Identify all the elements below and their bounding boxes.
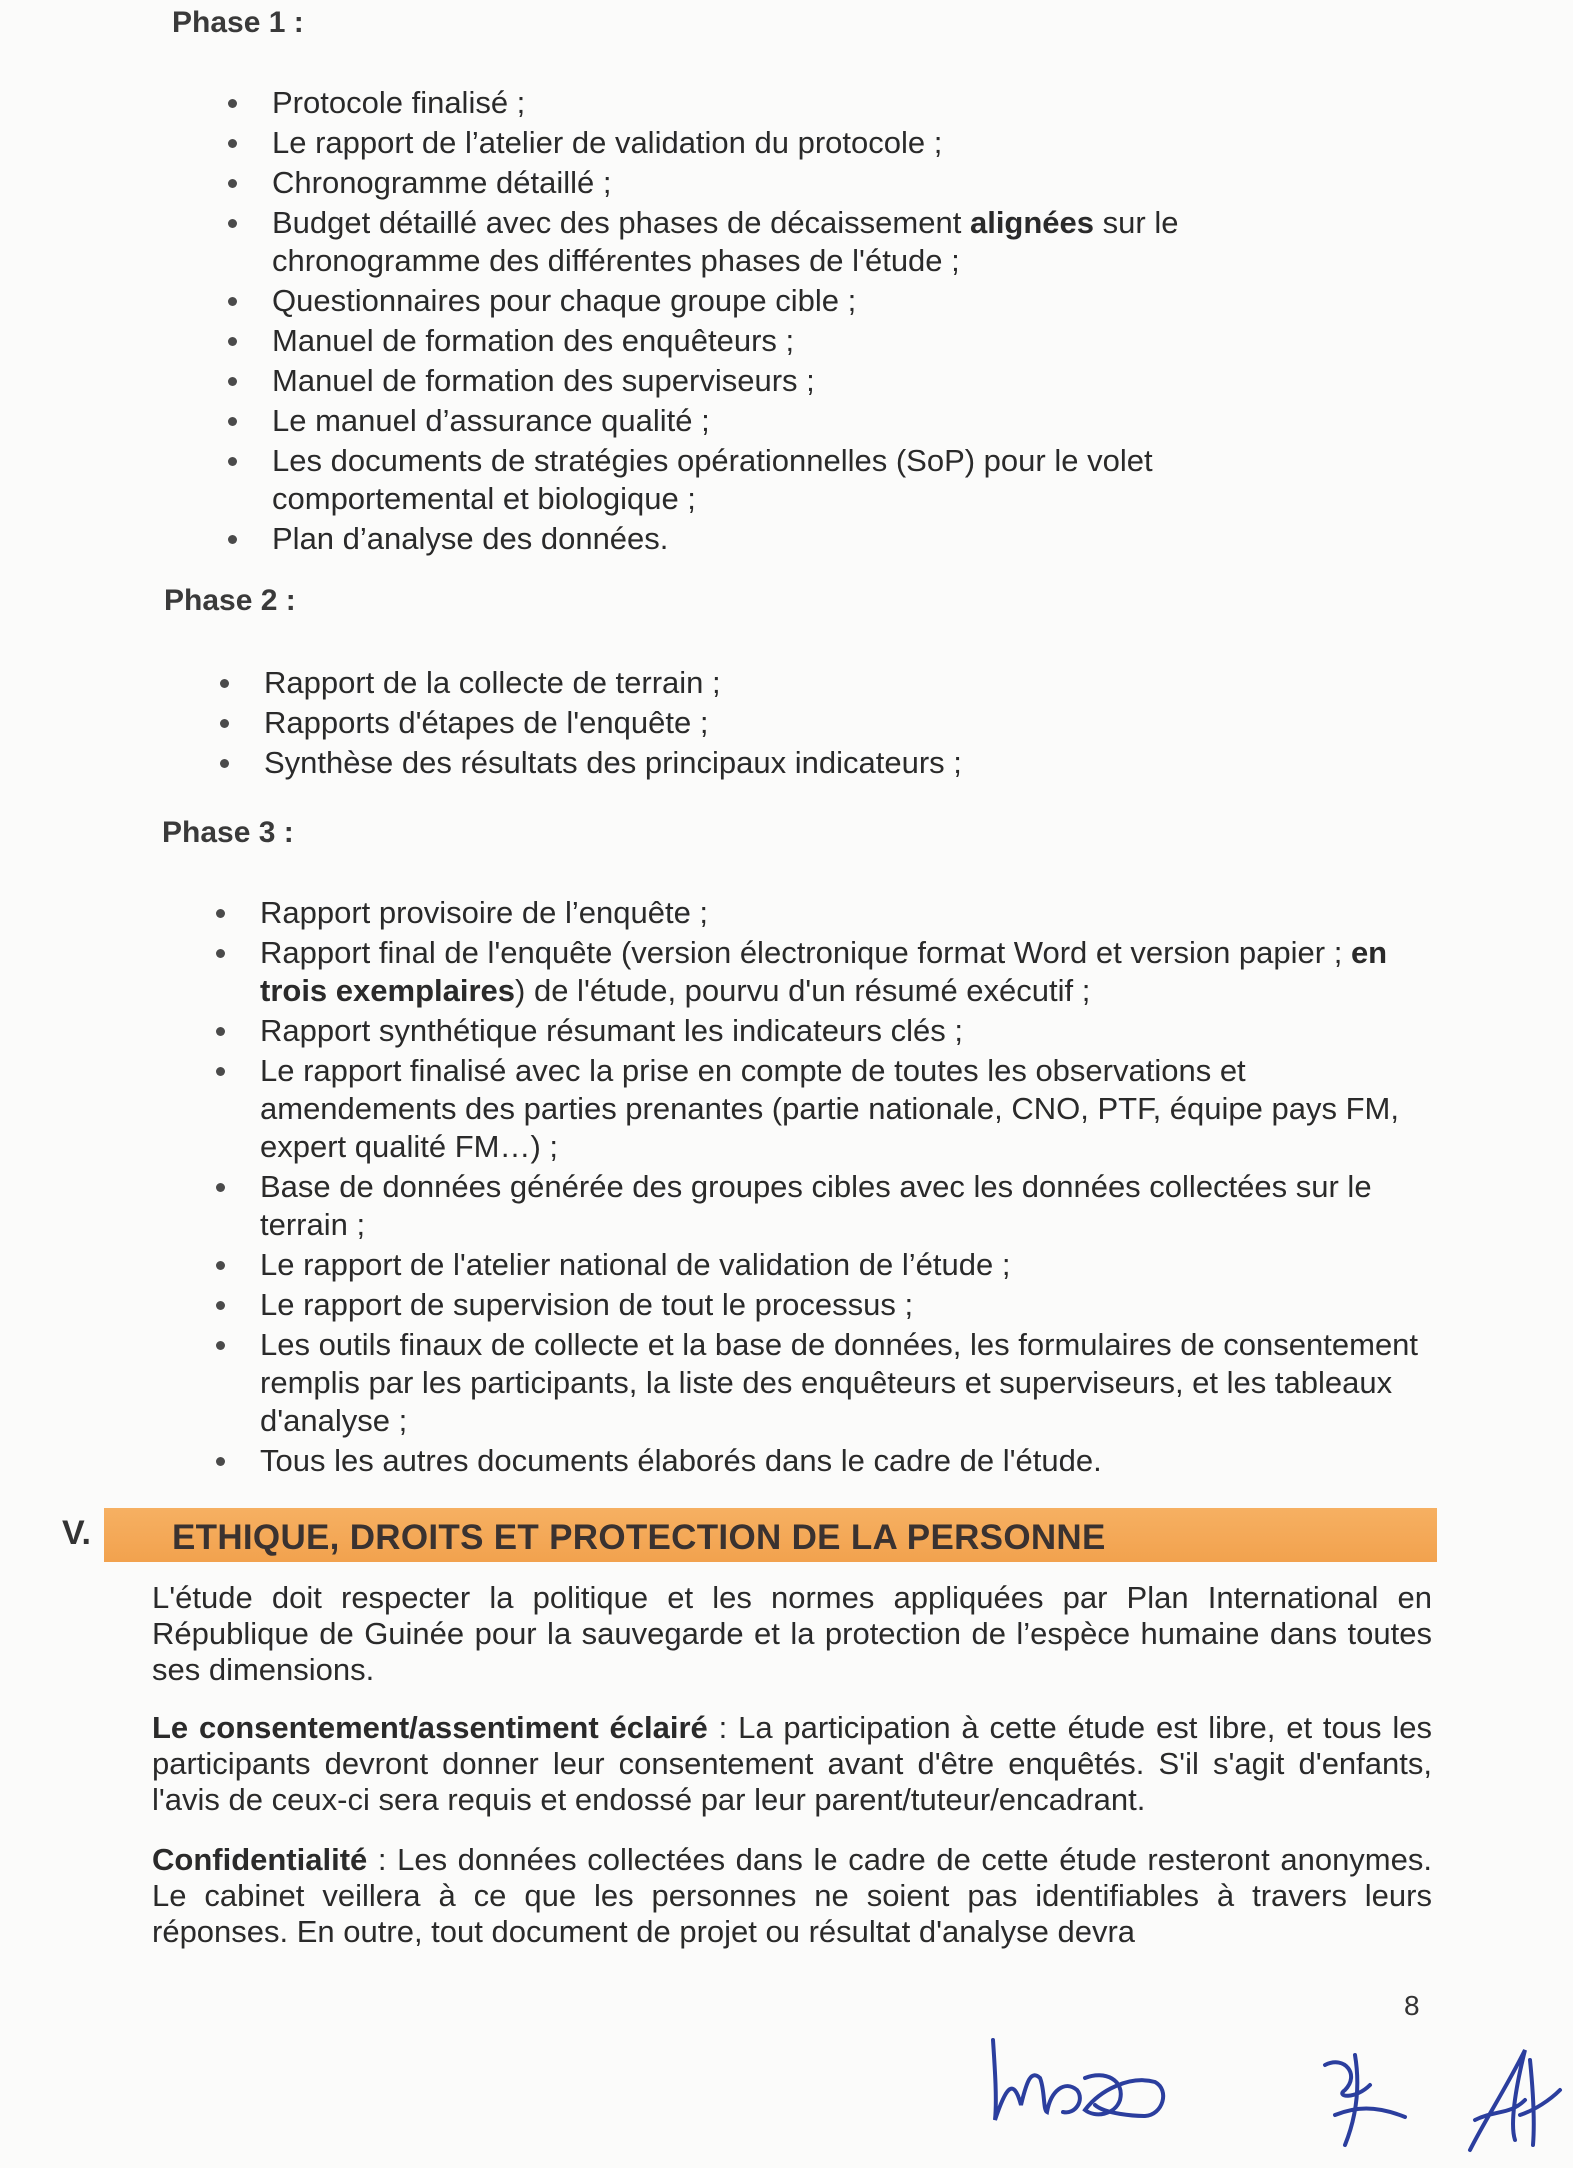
list-item-text: Rapport provisoire de l’enquête ; xyxy=(260,895,709,930)
list-item-text-before: Budget détaillé avec des phases de décaissement xyxy=(272,205,970,240)
list-item-text: Le manuel d’assurance qualité ; xyxy=(272,403,710,438)
bullet-icon xyxy=(228,337,237,346)
list-item-text: Synthèse des résultats des principaux indicateurs ; xyxy=(264,745,962,780)
list-item xyxy=(272,164,1312,202)
consent-label: Le consentement/assentiment éclairé xyxy=(152,1710,708,1745)
list-item-text: Protocole finalisé ; xyxy=(272,85,526,120)
list-item xyxy=(272,402,1312,440)
list-item xyxy=(260,1246,1435,1284)
section-title: ETHIQUE, DROITS ET PROTECTION DE LA PERSONNE xyxy=(172,1518,1106,1557)
section-intro-paragraph: L'étude doit respecter la politique et les normes appliquées par Plan International en République de Guinée pour la sauvegarde et la protection de l’espèce humaine dans toutes ses dimensions. xyxy=(152,1580,1432,1687)
list-item-text-bold: en trois exemplaires xyxy=(260,935,1388,1008)
bullet-icon xyxy=(228,99,237,108)
list-item-text: Les documents de stratégies opérationnelles (SoP) pour le volet comportemental et biologique ; xyxy=(272,443,1153,516)
list-item-text-after: sur le chronogramme des différentes phases de l'étude ; xyxy=(272,205,1179,278)
consent-paragraph xyxy=(152,1710,1432,1818)
section-number: V. xyxy=(62,1514,92,1552)
bullet-icon xyxy=(216,1301,225,1310)
list-item xyxy=(264,664,1304,702)
list-item xyxy=(272,362,1312,400)
list-item xyxy=(260,1052,1435,1166)
list-item-text-bold: alignées xyxy=(969,205,1095,240)
signature-initials-2 xyxy=(1315,2035,1425,2155)
list-item-text: Manuel de formation des superviseurs ; xyxy=(272,363,815,398)
list-item xyxy=(260,1286,1435,1324)
bullet-icon xyxy=(216,1261,225,1270)
phase-2-list xyxy=(264,664,1304,784)
bullet-icon xyxy=(216,1341,225,1350)
list-item xyxy=(272,124,1312,162)
signature-initials-1 xyxy=(985,2020,1185,2140)
phase-1-title: Phase 1 : xyxy=(172,6,304,39)
list-item xyxy=(272,322,1312,360)
list-item xyxy=(264,704,1304,742)
bullet-icon xyxy=(228,535,237,544)
bullet-icon xyxy=(228,179,237,188)
phase-3-list xyxy=(260,894,1435,1482)
list-item xyxy=(272,282,1312,320)
bullet-icon xyxy=(228,297,237,306)
bullet-icon xyxy=(220,759,229,768)
list-item-text: Rapport de la collecte de terrain ; xyxy=(264,665,721,700)
list-item-text: Manuel de formation des enquêteurs ; xyxy=(272,323,795,358)
list-item-text: Le rapport de l'atelier national de validation de l’étude ; xyxy=(260,1247,1011,1282)
signature-initials-3 xyxy=(1455,2030,1565,2160)
confidentiality-text: : Les données collectées dans le cadre de cette étude resteront anonymes. Le cabinet veillera à ce que les personnes ne soient pas identifiables à travers leurs réponses. En outre, tout document de projet ou résultat d'analyse devra xyxy=(152,1842,1432,1949)
bullet-icon xyxy=(228,417,237,426)
bullet-icon xyxy=(216,949,225,958)
list-item-text: Questionnaires pour chaque groupe cible ; xyxy=(272,283,857,318)
list-item-text: Le rapport de supervision de tout le processus ; xyxy=(260,1287,914,1322)
list-item xyxy=(272,442,1312,518)
list-item xyxy=(260,894,1435,932)
bullet-icon xyxy=(216,1027,225,1036)
phase-2-title: Phase 2 : xyxy=(164,584,296,617)
bullet-icon xyxy=(228,139,237,148)
bullet-icon xyxy=(228,219,237,228)
bullet-icon xyxy=(216,909,225,918)
list-item xyxy=(260,934,1435,1010)
list-item-text: Rapports d'étapes de l'enquête ; xyxy=(264,705,709,740)
bullet-icon xyxy=(228,377,237,386)
list-item xyxy=(272,84,1312,122)
page-number: 8 xyxy=(1404,1990,1420,2021)
list-item xyxy=(272,520,1312,558)
list-item-text-after: ) de l'étude, pourvu d'un résumé exécutif ; xyxy=(515,973,1091,1008)
list-item-text: Rapport synthétique résumant les indicateurs clés ; xyxy=(260,1013,964,1048)
list-item xyxy=(264,744,1304,782)
list-item xyxy=(260,1012,1435,1050)
list-item-text: Les outils finaux de collecte et la base de données, les formulaires de consentement remplis par les participants, la liste des enquêteurs et superviseurs, et les tableaux d'analyse ; xyxy=(260,1327,1419,1438)
section-header xyxy=(62,1508,1437,1562)
confidentiality-label: Confidentialité xyxy=(152,1842,368,1877)
bullet-icon xyxy=(216,1457,225,1466)
bullet-icon xyxy=(216,1067,225,1076)
bullet-icon xyxy=(216,1183,225,1192)
list-item xyxy=(260,1442,1435,1480)
list-item xyxy=(260,1168,1435,1244)
list-item-text: Base de données générée des groupes cibles avec les données collectées sur le terrain ; xyxy=(260,1169,1372,1242)
list-item-text: Chronogramme détaillé ; xyxy=(272,165,612,200)
list-item-text: Le rapport finalisé avec la prise en compte de toutes les observations et amendements des parties prenantes (partie nationale, CNO, PTF, équipe pays FM, expert qualité FM…) ; xyxy=(260,1053,1399,1164)
bullet-icon xyxy=(220,719,229,728)
list-item-text-before: Rapport final de l'enquête (version électronique format Word et version papier ; xyxy=(260,935,1351,970)
consent-text: : La participation à cette étude est libre, et tous les participants devront donner leur consentement avant d'être enquêtés. S'il s'agit d'enfants, l'avis de ceux-ci sera requis et endossé par leur parent/tuteur/encadrant. xyxy=(152,1710,1432,1817)
list-item xyxy=(272,204,1312,280)
bullet-icon xyxy=(228,457,237,466)
confidentiality-paragraph xyxy=(152,1842,1432,1950)
list-item xyxy=(260,1326,1435,1440)
phase-3-title: Phase 3 : xyxy=(162,816,294,849)
list-item-text: Tous les autres documents élaborés dans le cadre de l'étude. xyxy=(260,1443,1102,1478)
list-item-text: Le rapport de l’atelier de validation du protocole ; xyxy=(272,125,943,160)
bullet-icon xyxy=(220,679,229,688)
phase-1-list xyxy=(272,84,1312,560)
list-item-text: Plan d’analyse des données. xyxy=(272,521,669,556)
